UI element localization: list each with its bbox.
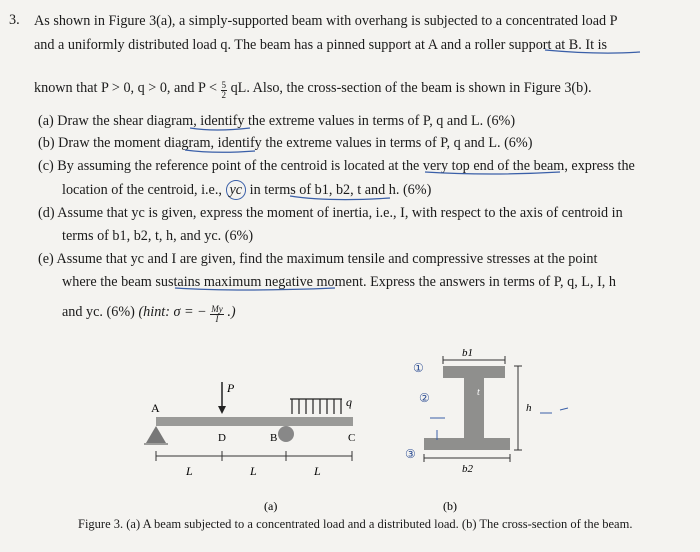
hint-text: (hint: σ = − (138, 304, 207, 320)
dim-L2: L (250, 464, 257, 478)
intro-line-3-end: qL. Also, the cross-section of the beam is shown in Figure 3(b). (230, 80, 592, 96)
sub-label-b: (b) (443, 499, 457, 513)
part-a: (a) Draw the shear diagram, identify the extreme values in terms of P, q and L. (6%) (38, 113, 516, 129)
hint-numerator: My (211, 304, 223, 314)
part-b: (b) Draw the moment diagram, identify the extreme values in terms of P, q and L. (6%) (38, 135, 533, 151)
question-number: 3. (9, 12, 20, 28)
sub-label-a: (a) (264, 499, 278, 513)
label-h: h (526, 402, 532, 414)
top-flange (443, 366, 505, 378)
label-B: B (270, 432, 278, 444)
pen-dashes (540, 408, 568, 413)
part-e-line-1: (e) Assume that yc and I are given, find the maximum tensile and compressive stresses at the point (38, 251, 598, 267)
label-q: q (346, 395, 352, 409)
part-e-line-2: where the beam sustains maximum negative moment. Express the answers in terms of P, q, L, I, h (62, 274, 616, 290)
label-b1: b1 (462, 347, 473, 359)
dim-L1: L (186, 464, 193, 478)
part-c-line-2-end: in terms of b1, b2, t and h. (6%) (249, 182, 432, 198)
annotation-3: ③ (405, 447, 416, 461)
part-c-line-1: (c) By assuming the reference point of the centroid is located at the very top end of the beam, express the (38, 158, 635, 174)
intro-line-2: and a uniformly distributed load q. The beam has a pinned support at A and a roller support at B. It is (34, 37, 608, 53)
label-C: C (348, 432, 356, 444)
intro-line-3-start: known that P > 0, q > 0, and P < (34, 80, 217, 96)
web (464, 378, 484, 438)
intro-line-1: As shown in Figure 3(a), a simply-supported beam with overhang is subjected to a concentrated load P (34, 13, 618, 29)
label-A: A (151, 401, 160, 415)
label-P: P (227, 381, 235, 395)
label-t: t (477, 387, 480, 398)
pen-marks (430, 418, 445, 440)
hint-end: .) (227, 304, 236, 320)
part-c-line-2-start: location of the centroid, i.e., (62, 182, 222, 198)
hint-denominator: I (215, 314, 219, 324)
label-b2: b2 (462, 463, 473, 475)
frac-denominator: 2 (221, 90, 227, 100)
frac-numerator: 5 (221, 80, 227, 90)
part-e-line-3-start: and yc. (6%) (62, 304, 135, 320)
dim-L3: L (314, 464, 321, 478)
figure-caption: Figure 3. (a) A beam subjected to a concentrated load and a distributed load. (b) The cross-section of the beam. (78, 517, 633, 531)
part-d-line-1: (d) Assume that yc is given, express the moment of inertia, i.e., I, with respect to the axis of centroid in (38, 205, 623, 221)
annotation-1: ① (413, 361, 424, 375)
label-D: D (218, 432, 226, 444)
annotation-2: ② (419, 391, 430, 405)
part-d-line-2: terms of b1, b2, t, h, and yc. (6%) (62, 228, 254, 244)
circled-yc: yc (226, 180, 247, 200)
